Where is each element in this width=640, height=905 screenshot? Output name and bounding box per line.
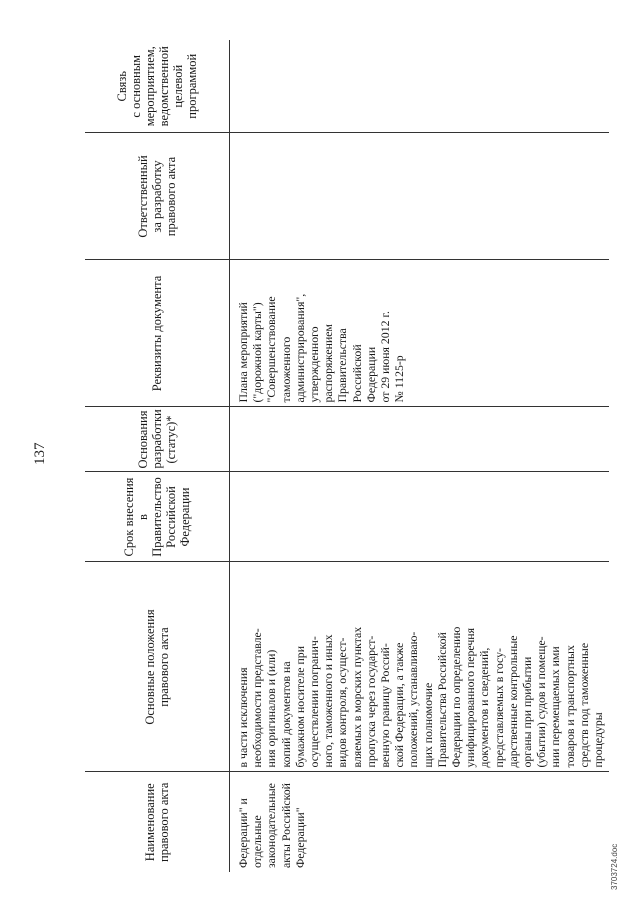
cell-document-requisites: Плана мероприятий ("дорожной карты") "Совершенствование таможенного администрирования", утвержденного распоряжением Правительства Российской Федерации от 29 июня 2012 г. № 1125-р xyxy=(230,260,610,407)
header-responsible: Ответственный за разработку правового акта xyxy=(85,133,230,260)
cell-act-name: Федерации" и отдельные законодательные акты Российской Федерации" xyxy=(230,772,610,872)
header-act-name: Наименование правового акта xyxy=(85,772,230,872)
page-number: 137 xyxy=(32,442,48,465)
cell-responsible xyxy=(230,133,610,260)
table-row xyxy=(230,40,610,872)
header-submission-deadline: Срок внесения в Правительство Российской Федерации xyxy=(85,472,230,562)
cell-main-provisions: в части исключения необходимости представле- ния оригиналов и (или) копий документов на бумажном носителе при осуществлении погранич- ного, таможенного и иных видов контроля, осущест- вляемых в морских пунктах пропуска через государст- венную границу Россий- ской Федерации, а также положений, устанавливаю- щих полномочие Правительства Российской Федерации по определению унифицированного перечня документов и сведений, представляемых в госу- дарственные контрольные органы при прибытии (убытии) судов и помеще- нии перемещаемых ими товаров и транспортных средств под таможенные процедуры xyxy=(230,562,610,772)
header-development-grounds: Основания разработки (статус)* xyxy=(85,407,230,472)
rotated-page xyxy=(18,10,628,890)
legal-acts-table xyxy=(85,40,609,872)
file-name-footer: 3703724.doc xyxy=(610,843,619,890)
cell-development-grounds xyxy=(230,407,610,472)
header-program-link: Связь с основным мероприятием, ведомственной целевой программой xyxy=(85,40,230,133)
header-document-requisites: Реквизиты документа xyxy=(85,260,230,407)
header-main-provisions: Основные положения правового акта xyxy=(85,562,230,772)
cell-program-link xyxy=(230,40,610,133)
cell-submission-deadline xyxy=(230,472,610,562)
table-header-row xyxy=(85,40,230,872)
